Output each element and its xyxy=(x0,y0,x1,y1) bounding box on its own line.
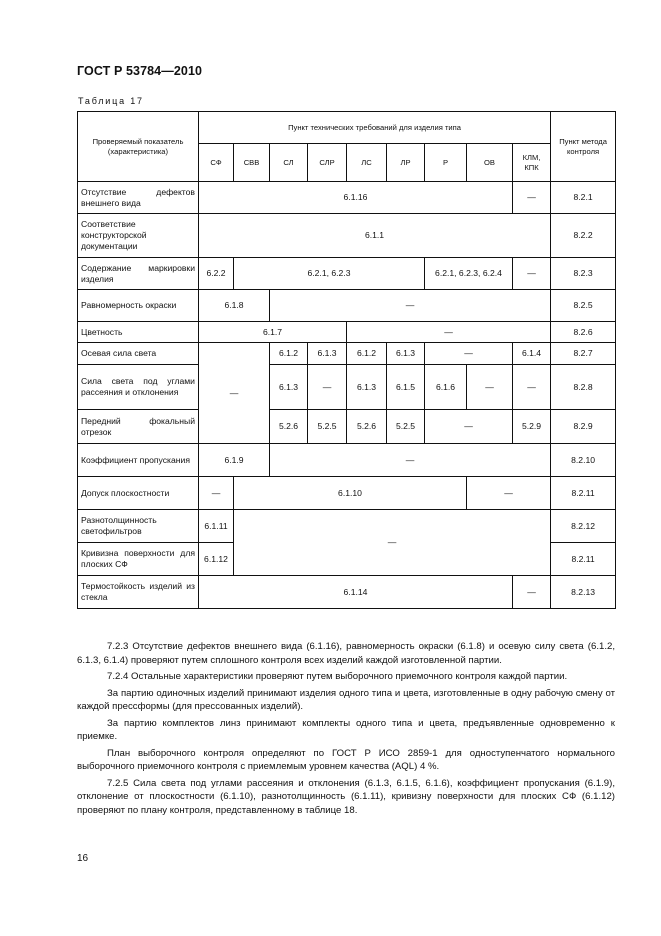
type-header: ОВ xyxy=(467,144,513,182)
table-cell: 6.1.12 xyxy=(199,543,234,576)
body-text xyxy=(77,640,615,820)
table-row xyxy=(78,322,616,343)
table-cell: 5.2.5 xyxy=(387,410,425,444)
table-cell: — xyxy=(347,322,551,343)
method-cell: 8.2.10 xyxy=(551,444,616,477)
table-row xyxy=(78,410,616,444)
method-cell: 8.2.6 xyxy=(551,322,616,343)
table-cell: 6.1.3 xyxy=(387,343,425,365)
table-cell: 6.1.3 xyxy=(347,365,387,410)
type-header: ЛС xyxy=(347,144,387,182)
type-header: СФ xyxy=(199,144,234,182)
paragraph: 7.2.5 Сила света под углами рассеяния и отклонения (6.1.3, 6.1.5, 6.1.6), коэффициент пропускания (6.1.9), отклонение от плоскостности (6.1.10), разнотолщинность (6.1.11), кривизну поверхности для плоских СФ (6.1.12) проверяют по плану контроля, представленному в таблице 18. xyxy=(77,777,615,816)
table-cell: — xyxy=(513,365,551,410)
method-cell: 8.2.11 xyxy=(551,543,616,576)
row-label: Допуск плоскостности xyxy=(78,477,199,510)
row-label: Кривизна поверхности для плоских СФ xyxy=(78,543,199,576)
header-method: Пункт метода контроля xyxy=(551,112,616,182)
table-cell: — xyxy=(270,444,551,477)
row-label: Соответствие конструкторской документации xyxy=(78,214,199,258)
table-cell: — xyxy=(199,477,234,510)
type-header: СВВ xyxy=(234,144,270,182)
method-cell: 8.2.13 xyxy=(551,576,616,609)
requirements-table xyxy=(77,111,616,609)
table-cell: — xyxy=(425,410,513,444)
table-cell: 6.1.11 xyxy=(199,510,234,543)
table-cell: 6.1.3 xyxy=(308,343,347,365)
row-label: Сила света под углами рассеяния и отклонения xyxy=(78,365,199,410)
table-caption: Таблица 17 xyxy=(78,96,144,106)
header-parameter: Проверяемый показатель (характеристика) xyxy=(78,112,199,182)
paragraph: 7.2.4 Остальные характеристики проверяют путем выборочного приемочного контроля каждой партии. xyxy=(107,671,568,682)
table-cell: 5.2.6 xyxy=(347,410,387,444)
table-row xyxy=(78,290,616,322)
paragraph: 7.2.3 Отсутствие дефектов внешнего вида (6.1.16), равномерность окраски (6.1.8) и осевую силу света (6.1.2, 6.1.3, 6.1.4) проверяют путем сплошного контроля всех изделий каждой изготовленной партии. xyxy=(77,641,615,666)
table-cell: 6.2.1, 6.2.3 xyxy=(234,258,425,290)
table-row xyxy=(78,258,616,290)
method-cell: 8.2.7 xyxy=(551,343,616,365)
document-header: ГОСТ Р 53784—2010 xyxy=(77,64,203,78)
method-cell: 8.2.5 xyxy=(551,290,616,322)
table-cell: — xyxy=(234,510,551,576)
table-row xyxy=(78,365,616,410)
page-number: 16 xyxy=(77,853,89,864)
method-cell: 8.2.8 xyxy=(551,365,616,410)
table-cell: 6.2.2 xyxy=(199,258,234,290)
table-row xyxy=(78,214,616,258)
table-cell: — xyxy=(425,343,513,365)
table-cell: 5.2.9 xyxy=(513,410,551,444)
table-cell: 6.1.1 xyxy=(199,214,551,258)
table-cell: — xyxy=(513,258,551,290)
method-cell: 8.2.9 xyxy=(551,410,616,444)
table-cell: — xyxy=(513,576,551,609)
row-label: Отсутствие дефектов внешнего вида xyxy=(78,182,199,214)
table-row xyxy=(78,576,616,609)
method-cell: 8.2.1 xyxy=(551,182,616,214)
table-cell: — xyxy=(467,477,551,510)
type-header: ЛР xyxy=(387,144,425,182)
table-cell: 6.1.9 xyxy=(199,444,270,477)
table-cell: 5.2.5 xyxy=(308,410,347,444)
table-cell: — xyxy=(308,365,347,410)
row-label: Содержание маркировки изделия xyxy=(78,258,199,290)
table-cell: 6.1.2 xyxy=(270,343,308,365)
table-cell: 6.1.3 xyxy=(270,365,308,410)
paragraph: За партию комплектов линз принимают комплекты одного типа и цвета, предъявленные одновременно к приемке. xyxy=(77,717,615,742)
table-cell: 6.1.5 xyxy=(387,365,425,410)
table-cell: 6.2.1, 6.2.3, 6.2.4 xyxy=(425,258,513,290)
row-label: Коэффициент пропускания xyxy=(78,444,199,477)
table-cell: — xyxy=(270,290,551,322)
paragraph: План выборочного контроля определяют по ГОСТ Р ИСО 2859-1 для одноступенчатого нормального выборочного приемочного контроля с приемлемым уровнем качества (AQL) 4 %. xyxy=(77,747,615,772)
table-row xyxy=(78,182,616,214)
table-cell: 6.1.16 xyxy=(199,182,513,214)
table-cell: 5.2.6 xyxy=(270,410,308,444)
table-cell: — xyxy=(467,365,513,410)
header-type-group: Пункт технических требований для изделия типа xyxy=(199,112,551,144)
row-label: Цветность xyxy=(78,322,199,343)
table-cell: 6.1.8 xyxy=(199,290,270,322)
table-row xyxy=(78,510,616,543)
table-row xyxy=(78,444,616,477)
table-cell: 6.1.6 xyxy=(425,365,467,410)
row-label: Передний фокальный отрезок xyxy=(78,410,199,444)
table-cell: 6.1.7 xyxy=(199,322,347,343)
table-cell: 6.1.4 xyxy=(513,343,551,365)
table-cell: — xyxy=(513,182,551,214)
type-header: СЛ xyxy=(270,144,308,182)
paragraph: За партию одиночных изделий принимают изделия одного типа и цвета, изготовленные в одну рабочую смену от каждой прессформы (для прессованных изделий). xyxy=(77,687,615,712)
method-cell: 8.2.2 xyxy=(551,214,616,258)
row-label: Равномерность окраски xyxy=(78,290,199,322)
table-cell: 6.1.10 xyxy=(234,477,467,510)
type-header: СЛР xyxy=(308,144,347,182)
row-label: Осевая сила света xyxy=(78,343,199,365)
table-cell: 6.1.14 xyxy=(199,576,513,609)
method-cell: 8.2.11 xyxy=(551,477,616,510)
method-cell: 8.2.12 xyxy=(551,510,616,543)
table-cell: 6.1.2 xyxy=(347,343,387,365)
table-row xyxy=(78,477,616,510)
table-row xyxy=(78,343,616,365)
row-label: Термостойкость изделий из стекла xyxy=(78,576,199,609)
row-label: Разнотолщинность светофильтров xyxy=(78,510,199,543)
method-cell: 8.2.3 xyxy=(551,258,616,290)
type-header: КЛМ, КПК xyxy=(513,144,551,182)
type-header: Р xyxy=(425,144,467,182)
table-cell: — xyxy=(199,343,270,444)
